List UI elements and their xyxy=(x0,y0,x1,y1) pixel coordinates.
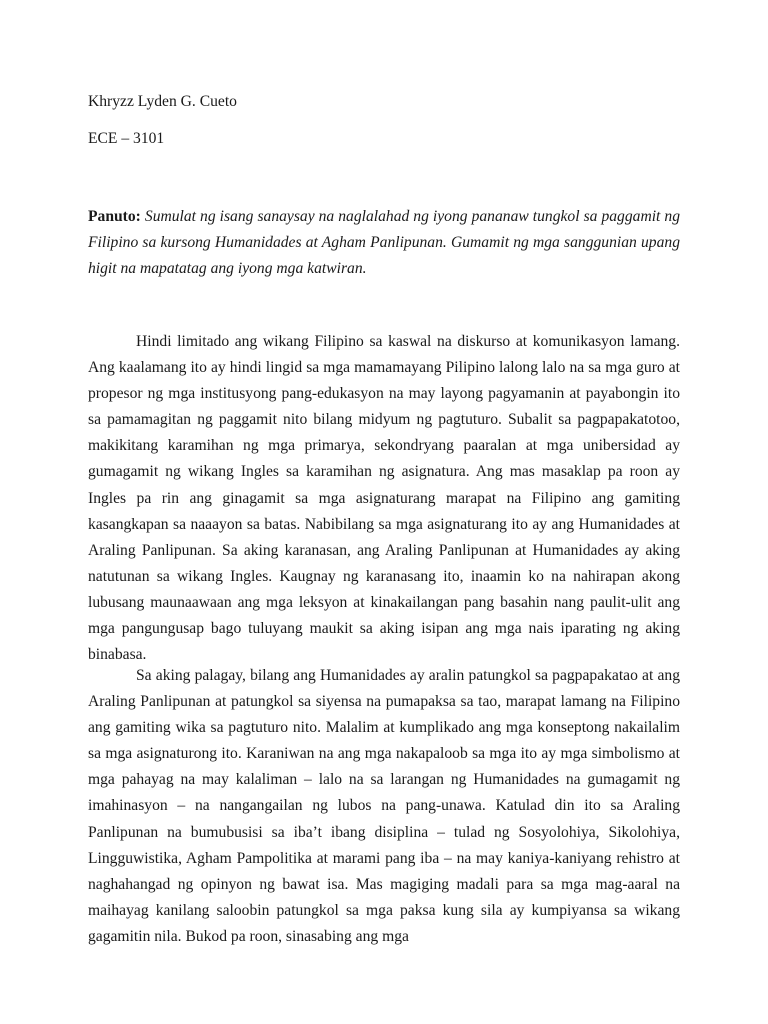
author-name: Khryzz Lyden G. Cueto xyxy=(88,93,237,110)
instructions-text: Sumulat ng isang sanaysay na naglalahad ng iyong pananaw tungkol sa paggamit ng Filipino sa kursong Humanidades at Agham Panlipunan. Gumamit ng mga sanggunian upang higit na mapatatag ang iyong mga katwiran. xyxy=(88,208,680,277)
instructions-block xyxy=(88,204,680,282)
essay-paragraph-2: Sa aking palagay, bilang ang Humanidades ay aralin patungkol sa pagpapakatao at ang Araling Panlipunan at patungkol sa siyensa na pumapaksa sa tao, marapat lamang na Filipino ang gamiting wika sa pagtuturo nito. Malalim at kumplikado ang mga konseptong nakailalim sa mga asignaturong ito. Karaniwan na ang mga nakapaloob sa mga ito ay mga simbolismo at mga pahayag na may kalaliman – lalo na sa larangan ng Humanidades na gumagamit ng imahinasyon – na nangangailan ng lubos na pang-unawa. Katulad din ito sa Araling Panlipunan na bumubusisi sa iba’t ibang disiplina – tulad ng Sosyolohiya, Sikolohiya, Lingguwistika, Agham Pampolitika at marami pang iba – na may kaniya-kaniyang rehistro at naghahangad ng opinyon ng bawat isa. Mas magiging madali para sa mga mag-aaral na maihayag kanilang saloobin patungkol sa mga paksa kung sila ay kumpiyansa sa wikang gagamitin nila. Bukod pa roon, sinasabing ang mga xyxy=(88,667,680,945)
essay-paragraph-1: Hindi limitado ang wikang Filipino sa kaswal na diskurso at komunikasyon lamang. Ang kaalamang ito ay hindi lingid sa mga mamamayang Pilipino lalong lalo na sa mga guro at propesor ng mga institusyong pang-edukasyon na may layong pagyamanin at payabongin ito sa pamamagitan ng paggamit nito bilang midyum ng pagtuturo. Subalit sa pagpapakatotoo, makikitang karamihan ng mga primarya, sekondryang paaralan at mga unibersidad ay gumagamit ng wikang Ingles sa karamihan ng asignatura. Ang mas masaklap pa roon ay Ingles pa rin ang ginagamit sa mga asignaturang marapat na Filipino ang gamiting kasangkapan sa naaayon sa batas. Nabibilang sa mga asignaturang ito ay ang Humanidades at Araling Panlipunan. Sa aking karanasan, ang Araling Panlipunan at Humanidades ay aking natutunan sa wikang Ingles. Kaugnay ng karanasang ito, inaamin ko na nahirapan akong lubusang maunaawaan ang mga leksyon at kinakailangan pang basahin nang paulit-ulit ang mga pangungusap bago tuluyang maukit sa aking isipan ang mga nais iparating ng aking binabasa. xyxy=(88,333,680,664)
course-code: ECE – 3101 xyxy=(88,130,165,147)
instructions-label: Panuto: xyxy=(88,208,141,225)
